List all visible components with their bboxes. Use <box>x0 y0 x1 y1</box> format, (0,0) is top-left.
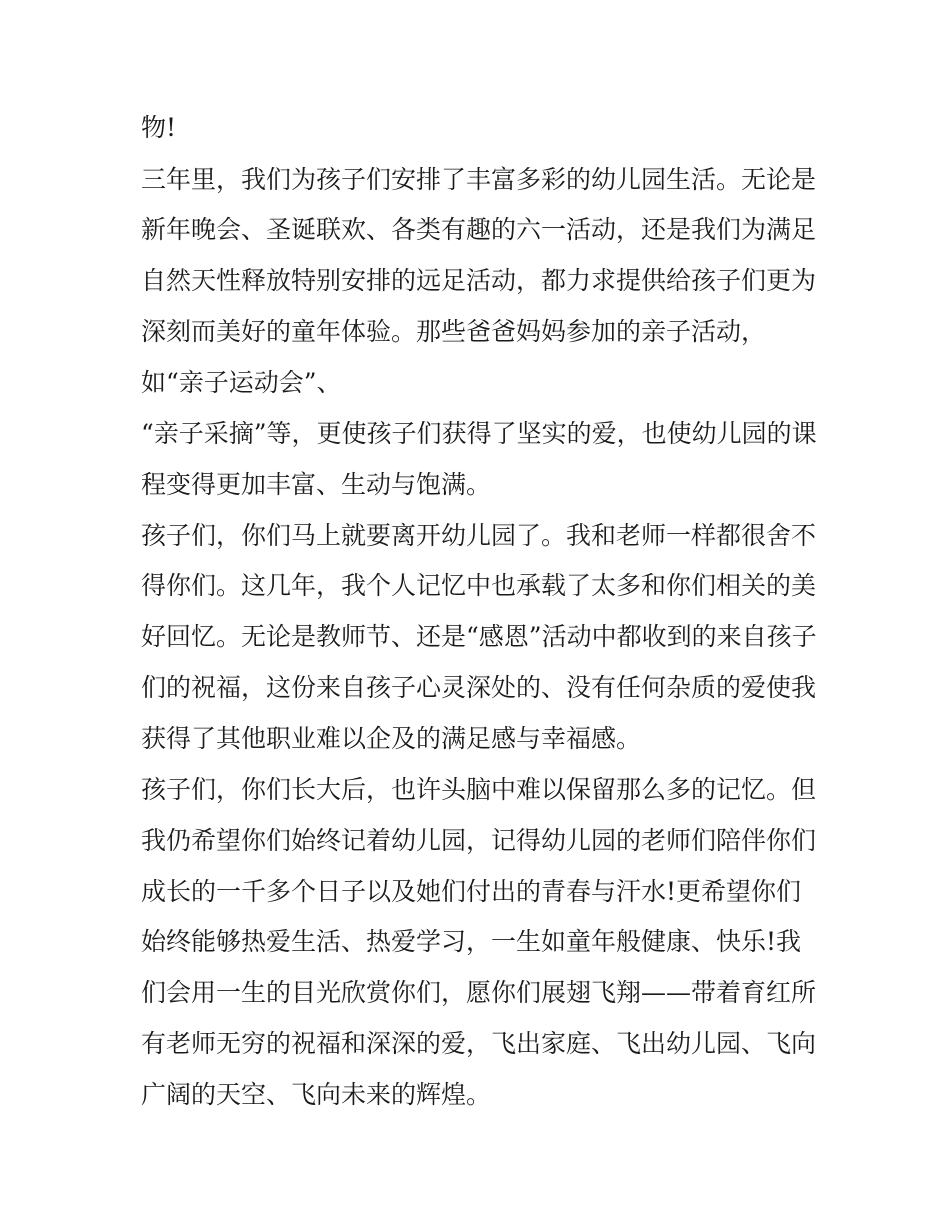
text-line: 三年里，我们为孩子们安排了丰富多彩的幼儿园生活。无论是 <box>141 165 817 194</box>
text-line: 成长的一千多个日子以及她们付出的青春与汗水!更希望你们 <box>141 877 802 906</box>
text-line: 孩子们，你们长大后，也许头脑中难以保留那么多的记忆。但 <box>141 775 817 804</box>
text-line: 好回忆。无论是教师节、还是“感恩”活动中都收到的来自孩子 <box>141 622 817 651</box>
text-line: 物! <box>141 113 177 142</box>
text-line: 有老师无穷的祝福和深深的爱，飞出家庭、飞出幼儿园、飞向 <box>141 1029 817 1058</box>
text-line: 们的祝福，这份来自孩子心灵深处的、没有任何杂质的爱使我 <box>141 673 817 702</box>
text-line: 始终能够热爱生活、热爱学习，一生如童年般健康、快乐!我 <box>141 927 802 956</box>
text-line: 程变得更加丰富、生动与饱满。 <box>141 470 492 499</box>
text-line: 孩子们，你们马上就要离开幼儿园了。我和老师一样都很舍不 <box>141 521 817 550</box>
text-line: 获得了其他职业难以企及的满足感与幸福感。 <box>141 724 642 753</box>
text-line: 们会用一生的目光欣赏你们，愿你们展翅飞翔——带着育红所 <box>141 978 817 1007</box>
text-line: 得你们。这几年，我个人记忆中也承载了太多和你们相关的美 <box>141 571 817 600</box>
text-line: 深刻而美好的童年体验。那些爸爸妈妈参加的亲子活动， <box>141 317 767 346</box>
text-line: 新年晚会、圣诞联欢、各类有趣的六一活动，还是我们为满足 <box>141 215 817 244</box>
text-line: 广阔的天空、飞向未来的辉煌。 <box>141 1080 492 1109</box>
text-line: 如“亲子运动会”、 <box>141 368 342 397</box>
text-line: “亲子采摘”等，更使孩子们获得了坚实的爱，也使幼儿园的课 <box>141 419 817 448</box>
text-line: 自然天性释放特别安排的远足活动，都力求提供给孩子们更为 <box>141 266 817 295</box>
text-line: 我仍希望你们始终记着幼儿园，记得幼儿园的老师们陪伴你们 <box>141 826 817 855</box>
